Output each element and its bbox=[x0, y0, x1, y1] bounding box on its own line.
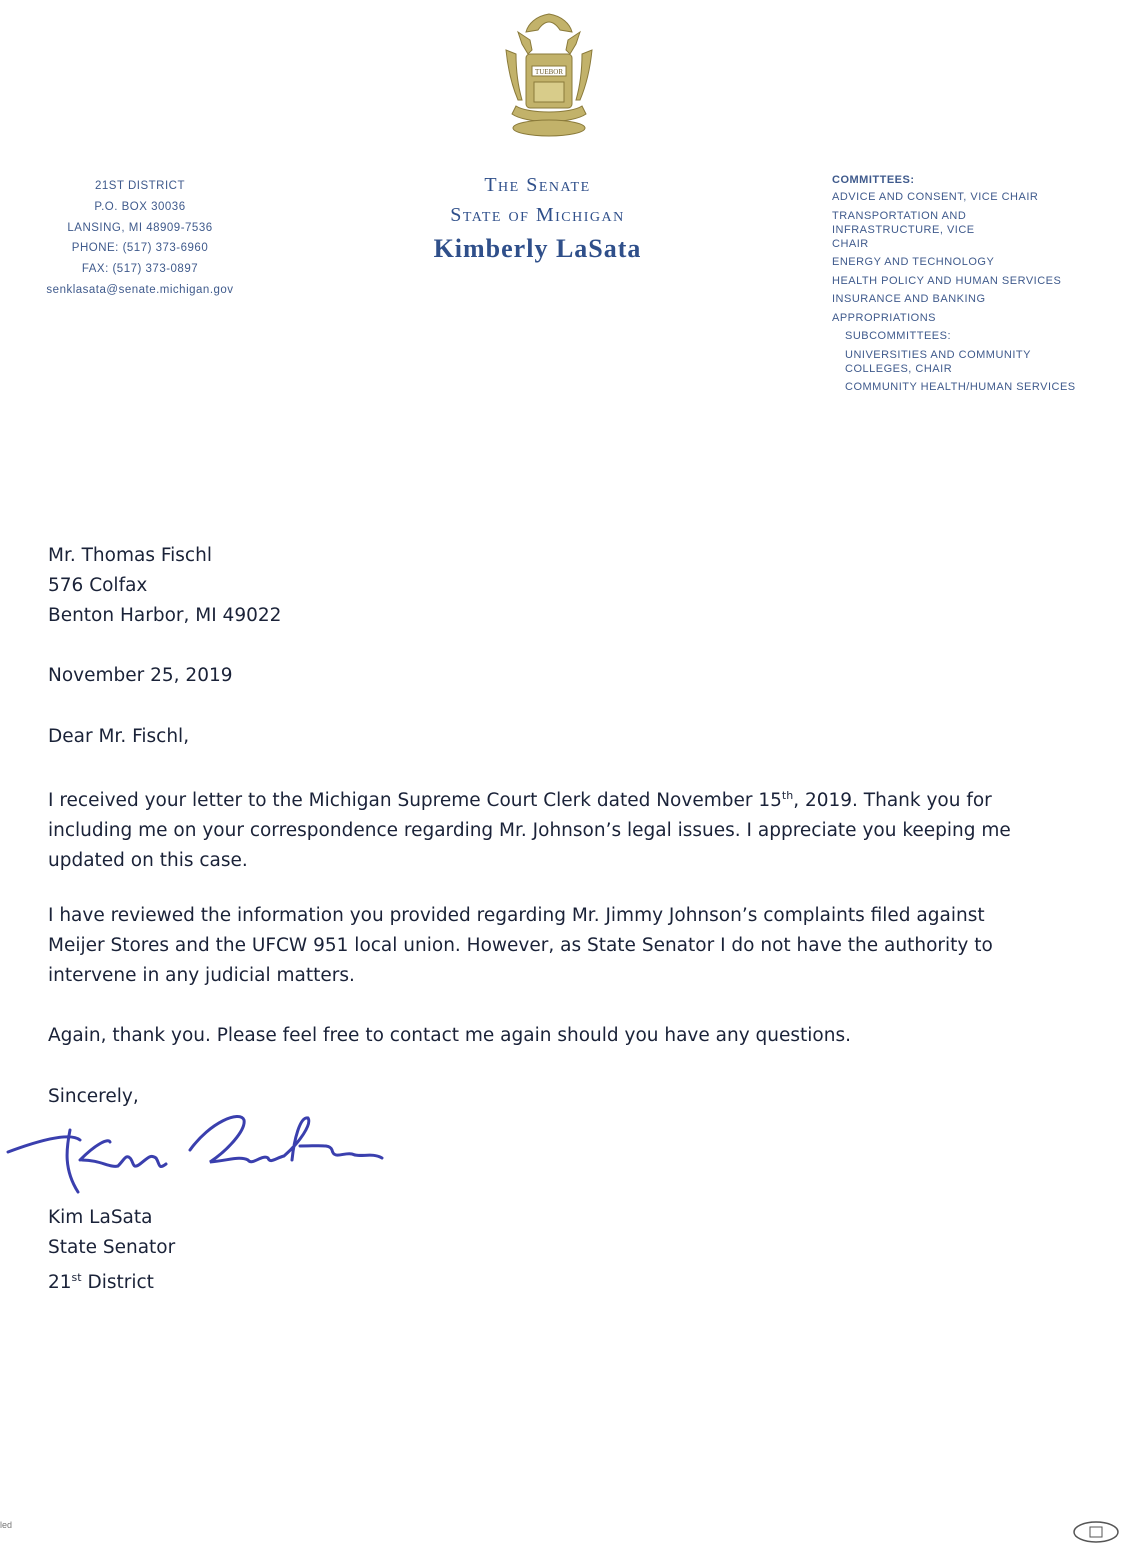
recipient-name: Mr. Thomas Fischl bbox=[48, 545, 212, 566]
para2-line1: I have reviewed the information you provided regarding Mr. Jimmy Johnson’s complaints filed against bbox=[48, 905, 985, 926]
committee-item: ENERGY AND TECHNOLOGY bbox=[832, 256, 995, 268]
district-sup: st bbox=[71, 1271, 82, 1284]
committee-item: INSURANCE AND BANKING bbox=[832, 293, 986, 305]
subcommittee-item: UNIVERSITIES AND COMMUNITY COLLEGES, CHAIR bbox=[845, 348, 1031, 375]
paragraph-3: Again, thank you. Please feel free to contact me again should you have any questions. bbox=[48, 1025, 851, 1046]
signer-name: Kim LaSata bbox=[48, 1207, 153, 1228]
recipient-address bbox=[48, 541, 281, 631]
senator-name: Kimberly LaSata bbox=[433, 234, 642, 263]
paragraph-1 bbox=[48, 781, 1011, 876]
para1-line3: updated on this case. bbox=[48, 850, 248, 872]
contact-info bbox=[30, 176, 250, 301]
union-label-icon bbox=[1072, 1518, 1120, 1546]
para1-line2: including me on your correspondence regarding Mr. Johnson’s legal issues. I appreciate you keeping me bbox=[48, 820, 1011, 842]
para1-text-after: , 2019. Thank you for bbox=[793, 790, 992, 812]
letterhead-title bbox=[380, 170, 695, 268]
signer-district bbox=[48, 1263, 175, 1298]
footer-fragment: led bbox=[0, 1520, 13, 1530]
seal-text: TUEBOR bbox=[535, 68, 563, 76]
signer-title: State Senator bbox=[48, 1237, 176, 1258]
recipient-street: 576 Colfax bbox=[48, 575, 148, 596]
email: senklasata@senate.michigan.gov bbox=[46, 283, 234, 296]
para1-text: I received your letter to the Michigan Supreme Court Clerk dated November 15 bbox=[48, 790, 782, 812]
letter-date: November 25, 2019 bbox=[48, 665, 233, 686]
fax: FAX: (517) 373-0897 bbox=[81, 263, 199, 276]
committee-item: APPROPRIATIONS bbox=[832, 311, 936, 324]
committee-item: ADVICE AND CONSENT, VICE CHAIR bbox=[832, 191, 1039, 203]
recipient-city: Benton Harbor, MI 49022 bbox=[48, 605, 282, 626]
para2-line2: Meijer Stores and the UFCW 951 local union. However, as State Senator I do not have the authority to bbox=[48, 935, 993, 956]
state-title: State of Michigan bbox=[450, 204, 625, 226]
closing: Sincerely, bbox=[48, 1086, 139, 1107]
po-box: P.O. BOX 30036 bbox=[94, 200, 186, 213]
committee-item: HEALTH POLICY AND HUMAN SERVICES bbox=[832, 274, 1062, 287]
committee-item: TRANSPORTATION AND INFRASTRUCTURE, VICE CHAIR bbox=[832, 209, 975, 250]
signature-icon bbox=[0, 1100, 400, 1200]
michigan-state-seal-icon bbox=[488, 10, 610, 142]
signature-block bbox=[48, 1203, 175, 1298]
para1-sup: th bbox=[781, 789, 794, 802]
para2-line3: intervene in any judicial matters. bbox=[48, 965, 355, 986]
district-rest: District bbox=[81, 1272, 154, 1294]
committees-heading: COMMITTEES: bbox=[832, 174, 915, 186]
city-state: LANSING, MI 48909-7536 bbox=[67, 221, 213, 234]
paragraph-2 bbox=[48, 901, 993, 991]
subcommittee-item: COMMUNITY HEALTH/HUMAN SERVICES bbox=[845, 381, 1076, 393]
phone: PHONE: (517) 373-6960 bbox=[71, 242, 209, 255]
subcommittees-heading: SUBCOMMITTEES: bbox=[845, 330, 952, 342]
committees-list bbox=[832, 172, 1112, 399]
senate-title: The Senate bbox=[484, 174, 591, 196]
district: 21ST DISTRICT bbox=[95, 180, 185, 192]
district-num: 21 bbox=[48, 1272, 72, 1294]
salutation: Dear Mr. Fischl, bbox=[48, 726, 190, 747]
